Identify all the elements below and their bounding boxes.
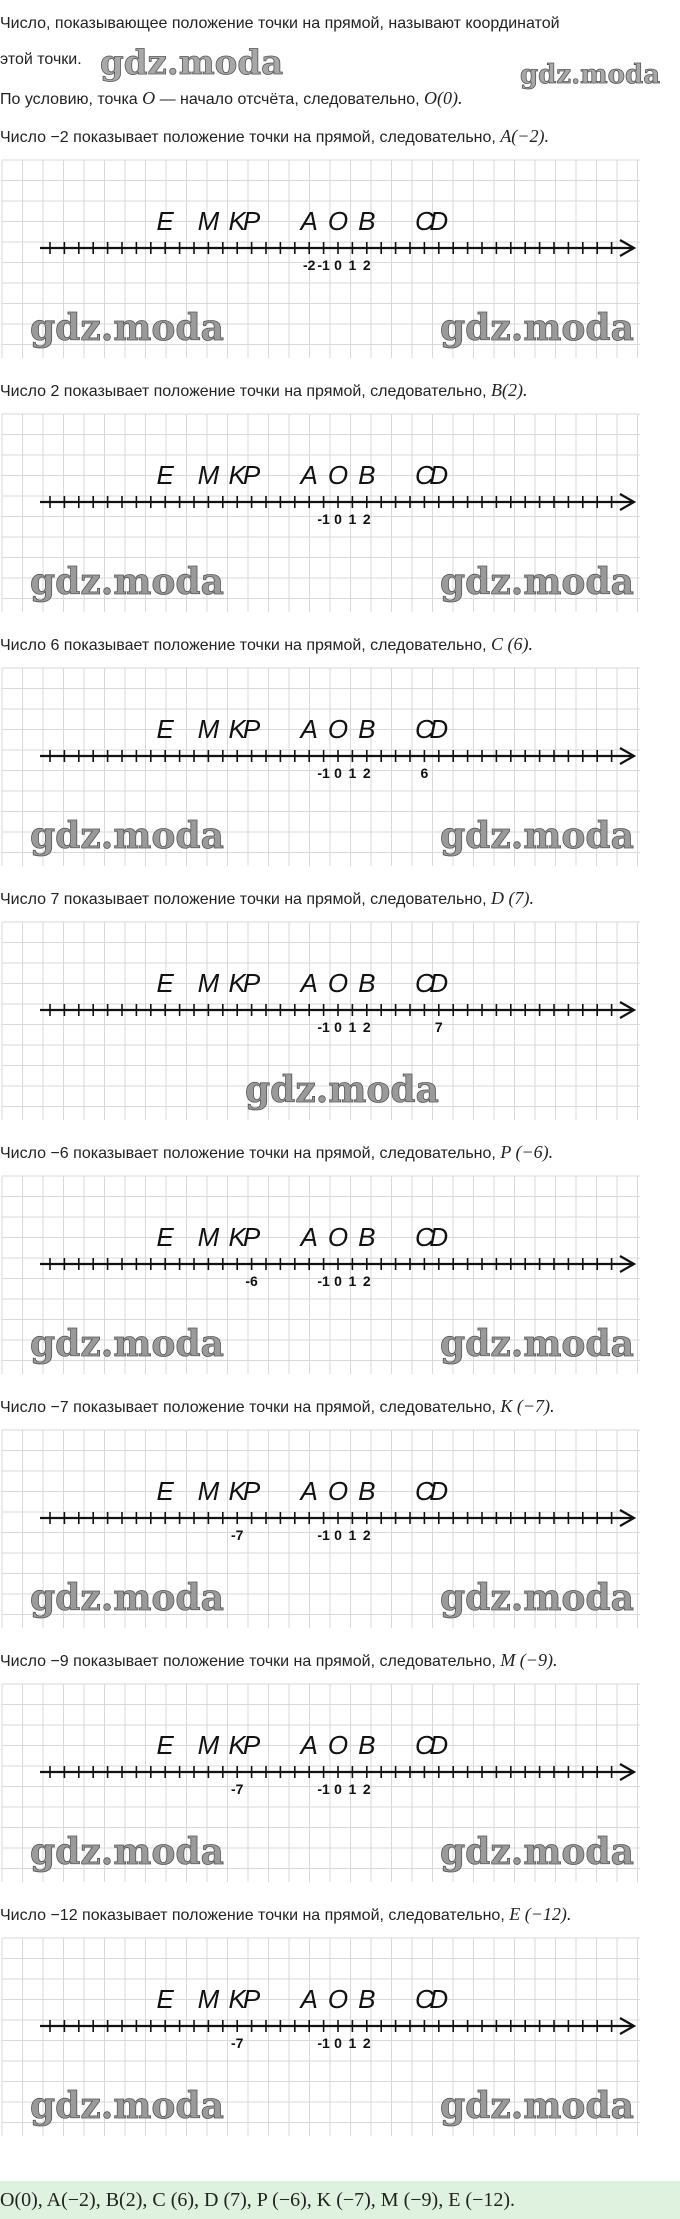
point-label-o: O [327, 460, 349, 490]
point-label-o: O [327, 714, 349, 744]
number-line-figure-3 [0, 660, 680, 870]
number-line-figure-5 [0, 1168, 680, 1378]
highlight-tick-label: 6 [420, 765, 429, 781]
section-sentence: Число −6 показывает положение точки на прямой, следовательно, [0, 1145, 501, 1162]
watermark-text: gdz.moda [30, 561, 224, 603]
highlight-tick-label: 7 [434, 1019, 443, 1035]
tick-label: 0 [334, 1273, 342, 1289]
section-text-7 [0, 1650, 680, 1672]
point-label-d: D [429, 968, 449, 998]
tick-label: 2 [362, 1781, 371, 1797]
tick-label: 1 [348, 1781, 357, 1797]
point-label-k: K [228, 714, 246, 744]
section-coordinate: M (−9). [500, 1650, 558, 1670]
point-label-a: A [300, 1984, 318, 2014]
number-line-svg [0, 1168, 680, 1378]
section-text-6 [0, 1396, 680, 1418]
section-text-4 [0, 888, 680, 910]
number-line-svg [0, 1422, 680, 1632]
point-label-a: A [300, 206, 318, 236]
number-line-svg [0, 152, 680, 362]
point-label-e: E [156, 1730, 174, 1760]
watermark-text: gdz.moda [440, 1577, 634, 1619]
point-label-d: D [429, 1476, 449, 1506]
point-label-k: K [228, 206, 246, 236]
point-label-c: C [415, 968, 434, 998]
tick-label: 0 [334, 1019, 342, 1035]
number-line-svg [0, 914, 680, 1124]
point-label-d: D [429, 460, 449, 490]
highlight-tick-label: -7 [230, 2035, 244, 2051]
number-line-figure-2 [0, 406, 680, 616]
tick-label: 0 [334, 1527, 342, 1543]
section-sentence: Число 2 показывает положение точки на прямой, следовательно, [0, 383, 491, 400]
highlight-tick-label: -7 [230, 1527, 244, 1543]
tick-label: -1 [317, 765, 330, 781]
point-label-b: B [358, 206, 376, 236]
section-sentence: Число −7 показывает положение точки на прямой, следовательно, [0, 1399, 501, 1416]
tick-label: -1 [317, 1527, 330, 1543]
tick-label: 1 [348, 1019, 357, 1035]
point-label-p: P [242, 1984, 261, 2014]
point-label-d: D [429, 1730, 449, 1760]
point-label-k: K [228, 968, 246, 998]
section-text-2 [0, 380, 680, 402]
point-label-m: M [197, 1476, 220, 1506]
point-label-d: D [429, 1984, 449, 2014]
section-coordinate: A(−2). [500, 126, 549, 146]
watermark-text: gdz.moda [440, 307, 634, 349]
section-text-3 [0, 634, 680, 656]
section-sentence: Число 6 показывает положение точки на прямой, следовательно, [0, 637, 491, 654]
intro-point-o: O [142, 88, 156, 108]
section-sentence: Число −9 показывает положение точки на прямой, следовательно, [0, 1653, 501, 1670]
section-coordinate: K (−7). [500, 1396, 555, 1416]
point-label-c: C [415, 1984, 434, 2014]
number-line-svg [0, 1676, 680, 1886]
watermark-text: gdz.moda [440, 561, 634, 603]
tick-label: 0 [334, 2035, 342, 2051]
tick-label: 2 [362, 1527, 371, 1543]
point-label-c: C [415, 460, 434, 490]
point-label-d: D [429, 206, 449, 236]
point-label-e: E [156, 460, 174, 490]
watermark-text: gdz.moda [30, 1577, 224, 1619]
answer-line: O(0), A(−2), B(2), C (6), D (7), P (−6), K (−7), M (−9), E (−12). [0, 2181, 680, 2219]
point-label-o: O [327, 206, 349, 236]
watermark-text: gdz.moda [30, 815, 224, 857]
tick-label: -1 [317, 1273, 330, 1289]
tick-label: 1 [348, 1273, 357, 1289]
tick-label: 1 [348, 1527, 357, 1543]
number-line-figure-7 [0, 1676, 680, 1886]
point-label-m: M [197, 460, 220, 490]
tick-label: -1 [317, 1781, 330, 1797]
point-label-m: M [197, 1984, 220, 2014]
point-label-d: D [429, 1222, 449, 1252]
section-sentence: Число −2 показывает положение точки на прямой, следовательно, [0, 129, 501, 146]
point-label-m: M [197, 206, 220, 236]
number-line-svg [0, 1930, 680, 2140]
highlight-tick-label: -6 [245, 1273, 258, 1289]
section-coordinate: C (6). [490, 634, 533, 654]
number-line-figure-1 [0, 152, 680, 362]
section-coordinate: D (7). [490, 888, 534, 908]
point-label-p: P [242, 714, 261, 744]
point-label-e: E [156, 1984, 174, 2014]
point-label-e: E [156, 1222, 174, 1252]
point-label-k: K [228, 1222, 246, 1252]
intro-line-2-text: этой точки. [0, 51, 82, 68]
point-label-b: B [358, 1984, 376, 2014]
watermark-text: gdz.moda [30, 1831, 224, 1873]
tick-label: 2 [362, 257, 371, 273]
point-label-k: K [228, 1984, 246, 2014]
point-label-p: P [242, 1730, 261, 1760]
point-label-b: B [358, 1222, 376, 1252]
watermark-text: gdz.moda [440, 1323, 634, 1365]
point-label-m: M [197, 1730, 220, 1760]
point-label-b: B [358, 714, 376, 744]
tick-label: 0 [334, 765, 342, 781]
point-label-d: D [429, 714, 449, 744]
tick-label: 1 [348, 2035, 357, 2051]
tick-label: -1 [317, 2035, 330, 2051]
section-text-1 [0, 126, 680, 148]
point-label-b: B [358, 460, 376, 490]
section-text-5 [0, 1142, 680, 1164]
point-label-e: E [156, 1476, 174, 1506]
point-label-o: O [327, 968, 349, 998]
point-label-k: K [228, 1730, 246, 1760]
point-label-a: A [300, 1730, 318, 1760]
point-label-m: M [197, 968, 220, 998]
watermark-text: gdz.moda [100, 43, 284, 83]
point-label-a: A [300, 1222, 318, 1252]
point-label-o: O [327, 1730, 349, 1760]
point-label-m: M [197, 1222, 220, 1252]
point-label-o: O [327, 1476, 349, 1506]
tick-label: 1 [348, 765, 357, 781]
tick-label: 2 [362, 2035, 371, 2051]
tick-label: 2 [362, 1019, 371, 1035]
tick-label: 0 [334, 511, 342, 527]
tick-label: -1 [317, 257, 330, 273]
tick-label: -2 [302, 257, 316, 273]
point-label-a: A [300, 460, 318, 490]
point-label-b: B [358, 1730, 376, 1760]
number-line-figure-4 [0, 914, 680, 1124]
tick-label: 2 [362, 511, 371, 527]
watermark-text: gdz.moda [245, 1069, 439, 1111]
tick-label: -1 [317, 511, 330, 527]
point-label-b: B [358, 968, 376, 998]
point-label-p: P [242, 1222, 261, 1252]
tick-label: 1 [348, 511, 357, 527]
watermark-text: gdz.moda [30, 1323, 224, 1365]
number-line-figure-8 [0, 1930, 680, 2140]
point-label-b: B [358, 1476, 376, 1506]
point-label-c: C [415, 206, 434, 236]
point-label-p: P [242, 1476, 261, 1506]
point-label-c: C [415, 1476, 434, 1506]
number-line-figure-6 [0, 1422, 680, 1632]
section-coordinate: B(2). [490, 380, 528, 400]
point-label-e: E [156, 714, 174, 744]
section-sentence: Число −12 показывает положение точки на прямой, следовательно, [0, 1907, 510, 1924]
watermark-text: gdz.moda [30, 307, 224, 349]
point-label-a: A [300, 968, 318, 998]
section-coordinate: E (−12). [509, 1904, 572, 1924]
number-line-svg [0, 660, 680, 870]
watermark-text: gdz.moda [520, 60, 661, 90]
tick-label: 2 [362, 1273, 371, 1289]
point-label-c: C [415, 714, 434, 744]
watermark-text: gdz.moda [30, 2085, 224, 2127]
intro-line-3-mid: — начало отсчёта, следовательно, [159, 91, 420, 108]
point-label-p: P [242, 460, 261, 490]
point-label-m: M [197, 714, 220, 744]
point-label-a: A [300, 1476, 318, 1506]
point-label-p: P [242, 206, 261, 236]
watermark-text: gdz.moda [440, 815, 634, 857]
point-label-p: P [242, 968, 261, 998]
point-label-k: K [228, 1476, 246, 1506]
intro-coord-o: O(0). [424, 88, 463, 108]
tick-label: 0 [334, 257, 342, 273]
point-label-o: O [327, 1222, 349, 1252]
section-text-8 [0, 1904, 680, 1926]
tick-label: -1 [317, 1019, 330, 1035]
watermark-text: gdz.moda [440, 2085, 634, 2127]
point-label-e: E [156, 206, 174, 236]
number-line-svg [0, 406, 680, 616]
intro-line-1: Число, показывающее положение точки на прямой, называют координатой [0, 15, 560, 32]
tick-label: 1 [348, 257, 357, 273]
tick-label: 2 [362, 765, 371, 781]
point-label-a: A [300, 714, 318, 744]
section-coordinate: P (−6). [500, 1142, 554, 1162]
point-label-c: C [415, 1730, 434, 1760]
intro-line-3-text: По условию, точка [0, 91, 138, 108]
tick-label: 0 [334, 1781, 342, 1797]
point-label-e: E [156, 968, 174, 998]
point-label-o: O [327, 1984, 349, 2014]
highlight-tick-label: -7 [230, 1781, 244, 1797]
intro-line-3 [0, 88, 680, 110]
watermark-text: gdz.moda [440, 1831, 634, 1873]
section-sentence: Число 7 показывает положение точки на прямой, следовательно, [0, 891, 491, 908]
point-label-k: K [228, 460, 246, 490]
point-label-c: C [415, 1222, 434, 1252]
